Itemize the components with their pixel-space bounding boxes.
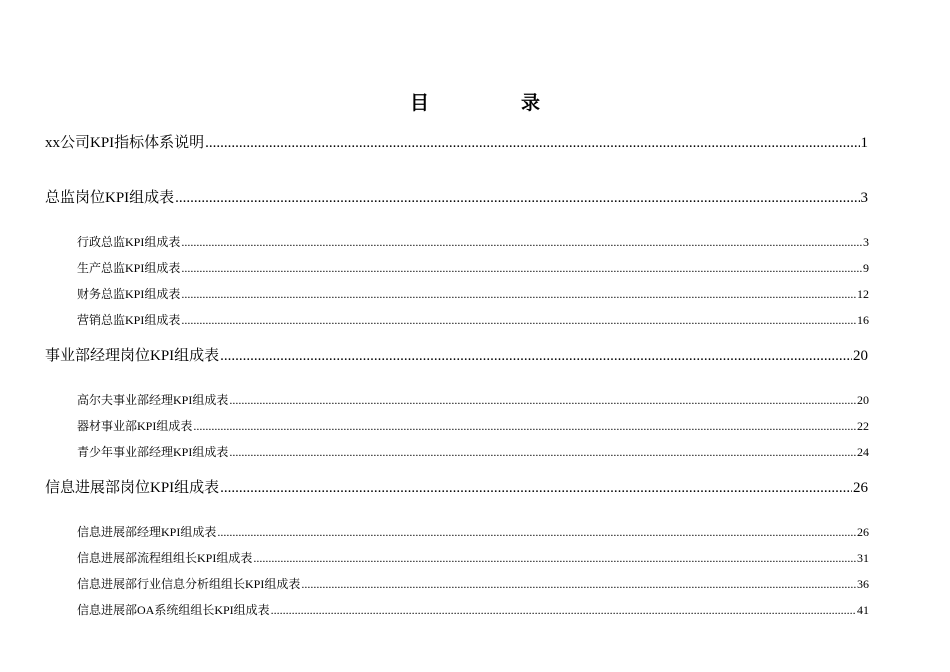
toc-entry-oa-system-leader[interactable] [77,601,869,618]
toc-entry-page: 24 [857,445,869,459]
toc-entry-industry-analysis-leader[interactable] [77,575,869,592]
toc-leader-dots [181,235,862,250]
toc-entry-page: 26 [857,525,869,539]
toc-entry-page: 41 [857,603,869,617]
toc-leader-dots [205,135,859,152]
toc-leader-dots [220,480,852,497]
toc-entry-label: 信息进展部行业信息分析组组长KPI组成表 [77,577,301,591]
toc-entry-label: xx公司KPI指标体系说明 [45,135,205,151]
toc-entry-label: 生产总监KPI组成表 [77,261,181,275]
toc-leader-dots [193,419,856,434]
toc-entry-label: 事业部经理岗位KPI组成表 [45,348,220,364]
toc-entry-page: 9 [863,261,869,275]
toc-entry-marketing-director[interactable] [77,311,869,328]
toc-leader-dots [253,551,856,566]
toc-title-right: 录 [521,93,541,114]
toc-entry-page: 31 [857,551,869,565]
toc-leader-dots [220,348,852,365]
toc-entry-label: 信息进展部岗位KPI组成表 [45,480,220,496]
toc-entry-process-group-leader[interactable] [77,549,869,566]
toc-entry-page: 3 [860,190,868,206]
toc-title-left: 目 [409,93,429,114]
toc-entry-page: 26 [853,480,868,496]
toc-entry-page: 20 [853,348,868,364]
toc-leader-dots [301,577,856,592]
toc-entry-golf-division-manager[interactable] [77,391,869,408]
toc-entry-label: 营销总监KPI组成表 [77,313,181,327]
toc-entry-page: 1 [860,135,868,151]
toc-leader-dots [229,393,856,408]
toc-entry-info-dept-manager[interactable] [77,523,869,540]
toc-entry-page: 22 [857,419,869,433]
toc-entry-label: 信息进展部流程组组长KPI组成表 [77,551,253,565]
toc-leader-dots [181,287,856,302]
toc-entry-director-section[interactable] [45,186,868,207]
toc-entry-page: 20 [857,393,869,407]
toc-title [0,88,950,115]
toc-entry-label: 器材事业部KPI组成表 [77,419,193,433]
toc-entry-production-director[interactable] [77,259,869,276]
toc-entry-page: 36 [857,577,869,591]
toc-entry-label: 高尔夫事业部经理KPI组成表 [77,393,229,407]
toc-leader-dots [181,261,862,276]
toc-entry-equipment-division[interactable] [77,417,869,434]
toc-entry-label: 行政总监KPI组成表 [77,235,181,249]
toc-leader-dots [181,313,856,328]
toc-leader-dots [271,603,856,618]
toc-entry-label: 信息进展部OA系统组组长KPI组成表 [77,603,270,617]
toc-entry-label: 总监岗位KPI组成表 [45,190,175,206]
toc-entry-label: 青少年事业部经理KPI组成表 [77,445,229,459]
toc-entry-label: 财务总监KPI组成表 [77,287,181,301]
toc-leader-dots [175,190,859,207]
toc-entry-page: 3 [863,235,869,249]
toc-entry-label: 信息进展部经理KPI组成表 [77,525,217,539]
toc-entry-division-manager-section[interactable] [45,344,868,365]
toc-entry-page: 16 [857,313,869,327]
toc-entry-finance-director[interactable] [77,285,869,302]
toc-entry-page: 12 [857,287,869,301]
toc-leader-dots [229,445,856,460]
toc-leader-dots [217,525,856,540]
toc-entry-info-dept-section[interactable] [45,476,868,497]
toc-entry-youth-division-manager[interactable] [77,443,869,460]
toc-entry-kpi-overview[interactable] [45,131,868,152]
toc-entry-admin-director[interactable] [77,233,869,250]
